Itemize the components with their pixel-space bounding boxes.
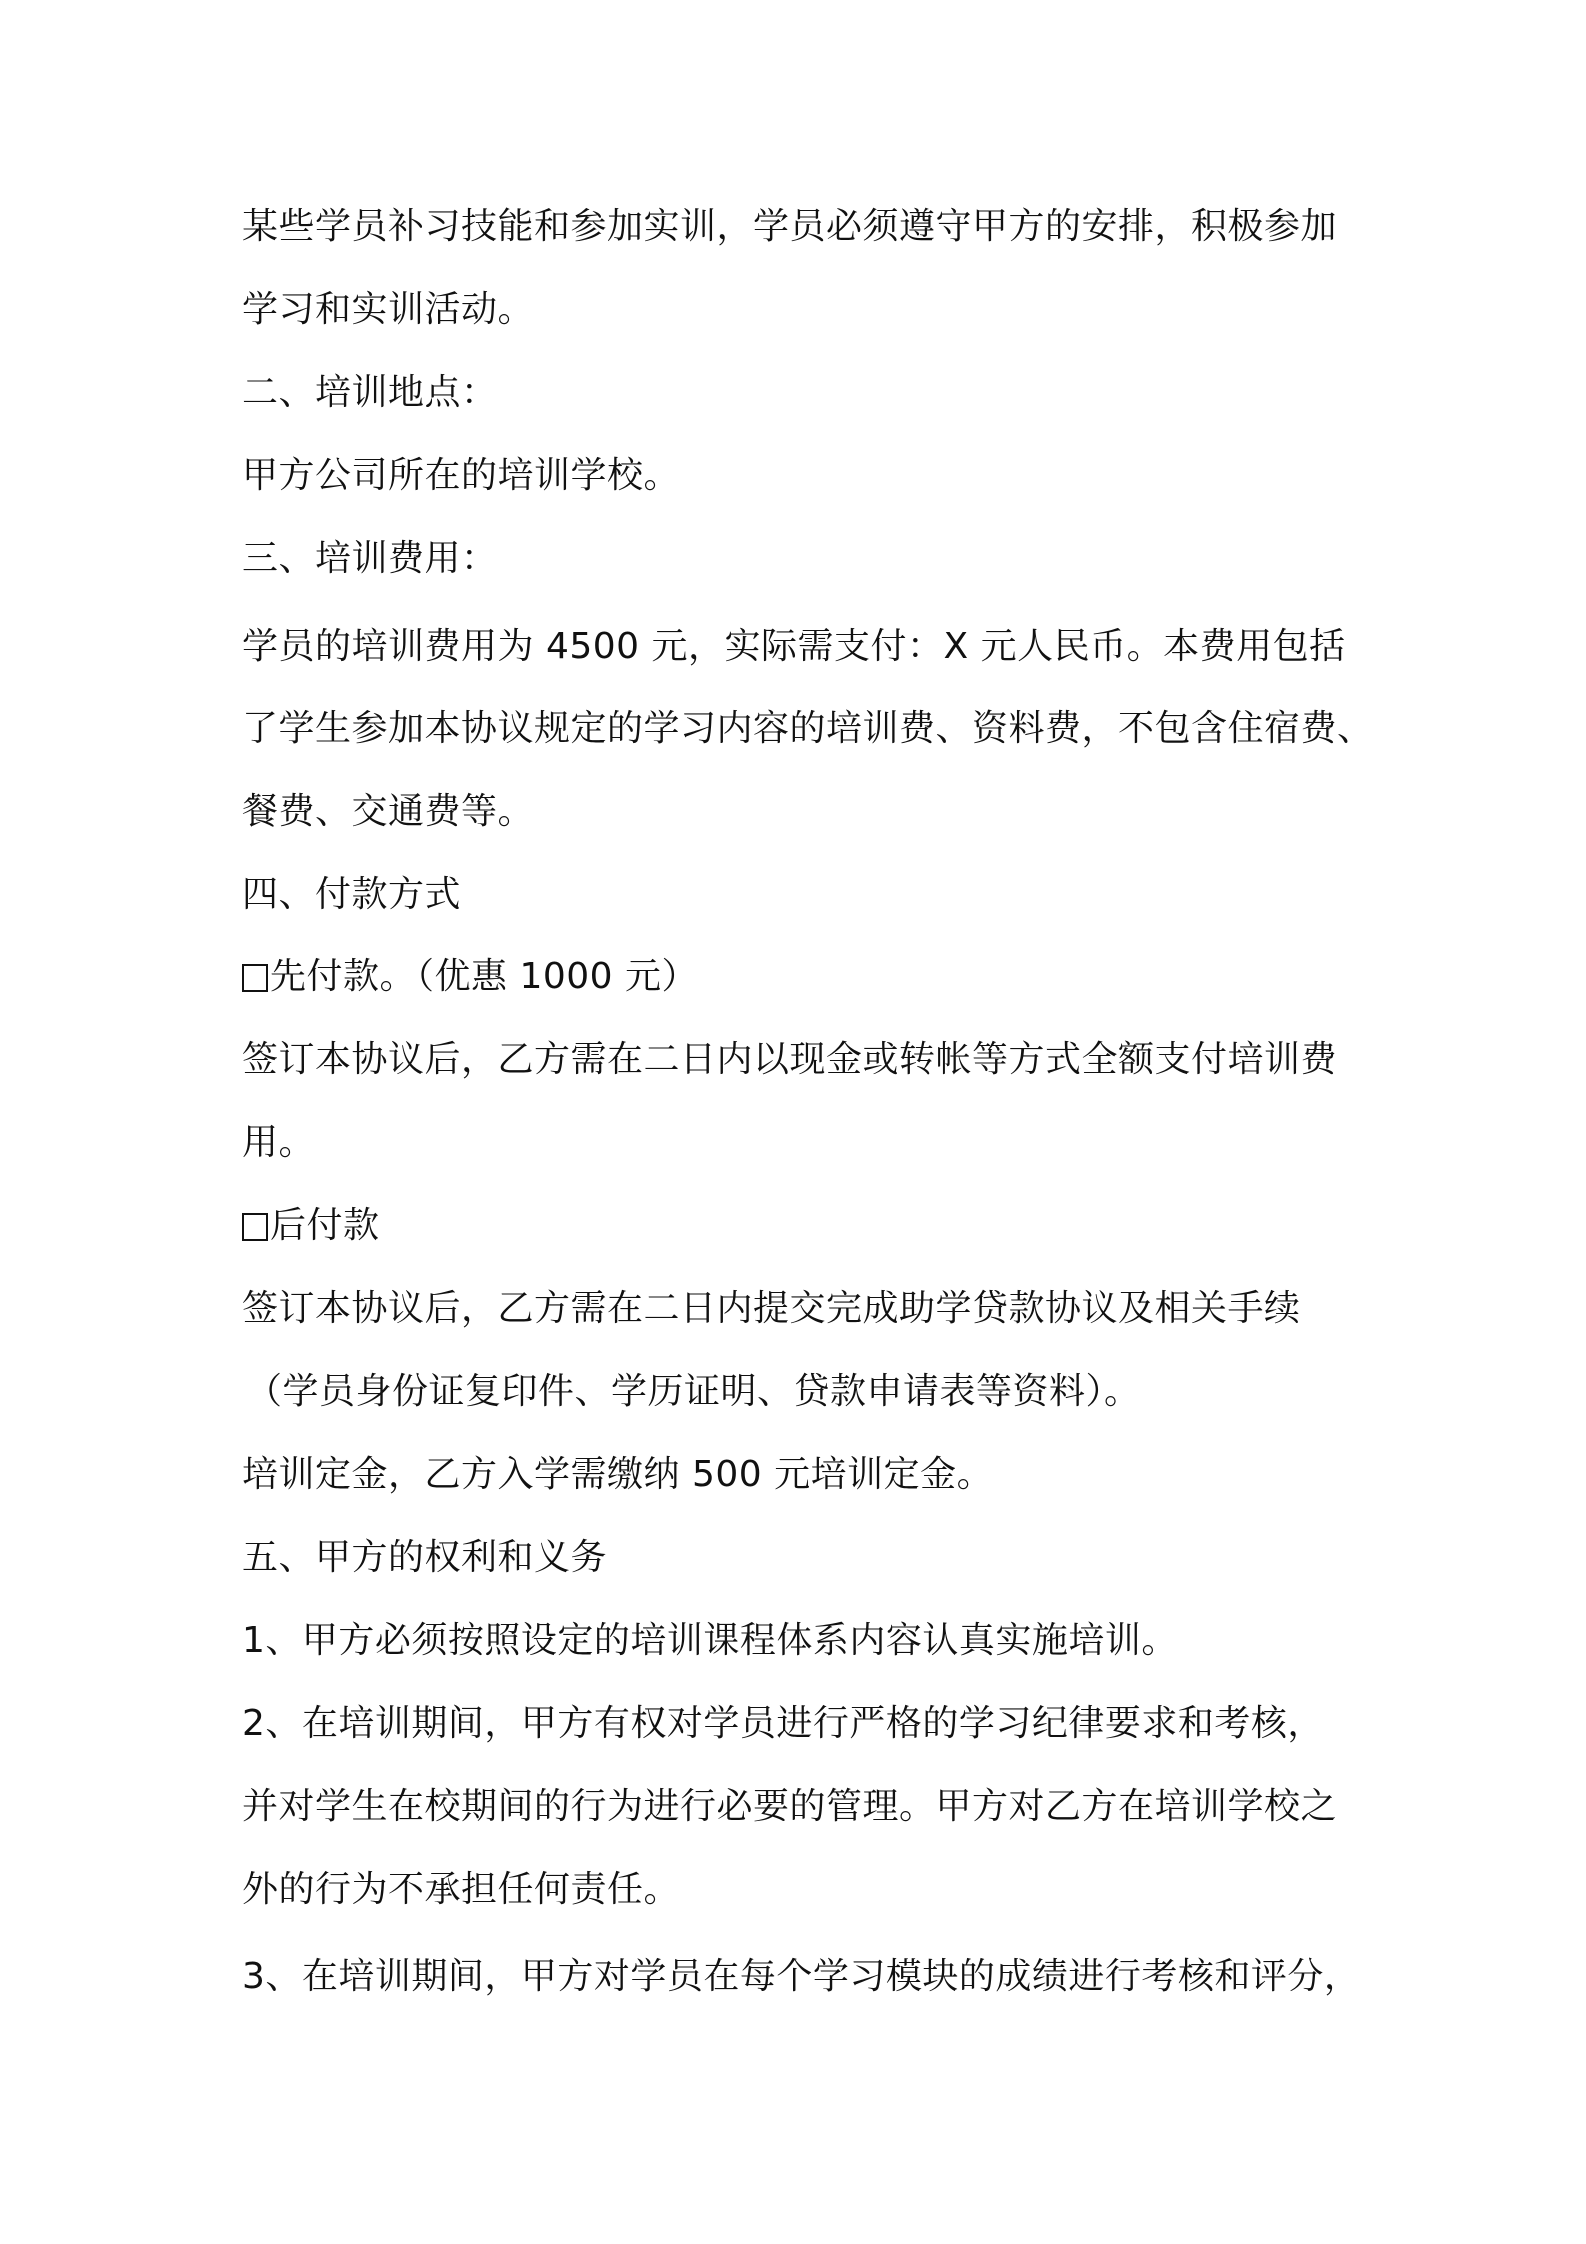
list-item: 2、在培训期间，甲方有权对学员进行严格的学习纪律要求和考核，	[242, 1703, 1324, 1744]
section-heading-fees: 三、培训费用：	[242, 538, 498, 579]
checkbox-prepay[interactable]	[242, 964, 268, 992]
paragraph-line: 学习和实训活动。	[242, 289, 535, 330]
paragraph-line: 某些学员补习技能和参加实训，学员必须遵守甲方的安排，积极参加	[242, 206, 1338, 247]
paragraph-line: 培训定金，乙方入学需缴纳 500 元培训定金。	[242, 1454, 994, 1495]
paragraph-line: 并对学生在校期间的行为进行必要的管理。甲方对乙方在培训学校之	[242, 1786, 1338, 1827]
paragraph-line: 签订本协议后，乙方需在二日内提交完成助学贷款协议及相关手续	[242, 1288, 1301, 1329]
paragraph-line: 甲方公司所在的培训学校。	[242, 455, 681, 496]
paragraph-line: 外的行为不承担任何责任。	[242, 1869, 681, 1910]
payment-option-postpay[interactable]	[242, 1204, 380, 1248]
paragraph-line: （学员身份证复印件、学历证明、贷款申请表等资料）。	[246, 1371, 1141, 1412]
section-heading-rights: 五、甲方的权利和义务	[242, 1537, 608, 1578]
paragraph-line: 了学生参加本协议规定的学习内容的培训费、资料费，不包含住宿费、	[242, 708, 1374, 749]
list-item: 1、甲方必须按照设定的培训课程体系内容认真实施培训。	[242, 1620, 1178, 1661]
checkbox-postpay[interactable]	[242, 1213, 268, 1241]
section-heading-location: 二、培训地点：	[242, 372, 498, 413]
section-heading-payment: 四、付款方式	[242, 874, 462, 915]
paragraph-line: 签订本协议后，乙方需在二日内以现金或转帐等方式全额支付培训费	[242, 1039, 1338, 1080]
list-item: 3、在培训期间，甲方对学员在每个学习模块的成绩进行考核和评分，	[242, 1956, 1361, 1997]
paragraph-line: 学员的培训费用为 4500 元，实际需支付：X 元人民币。本费用包括	[242, 626, 1346, 667]
paragraph-line: 用。	[242, 1122, 316, 1163]
payment-option-postpay-label: 后付款	[270, 1205, 380, 1246]
payment-option-prepay[interactable]	[242, 955, 698, 999]
paragraph-line: 餐费、交通费等。	[242, 791, 535, 832]
payment-option-prepay-label: 先付款。（优惠 1000 元）	[270, 956, 699, 997]
